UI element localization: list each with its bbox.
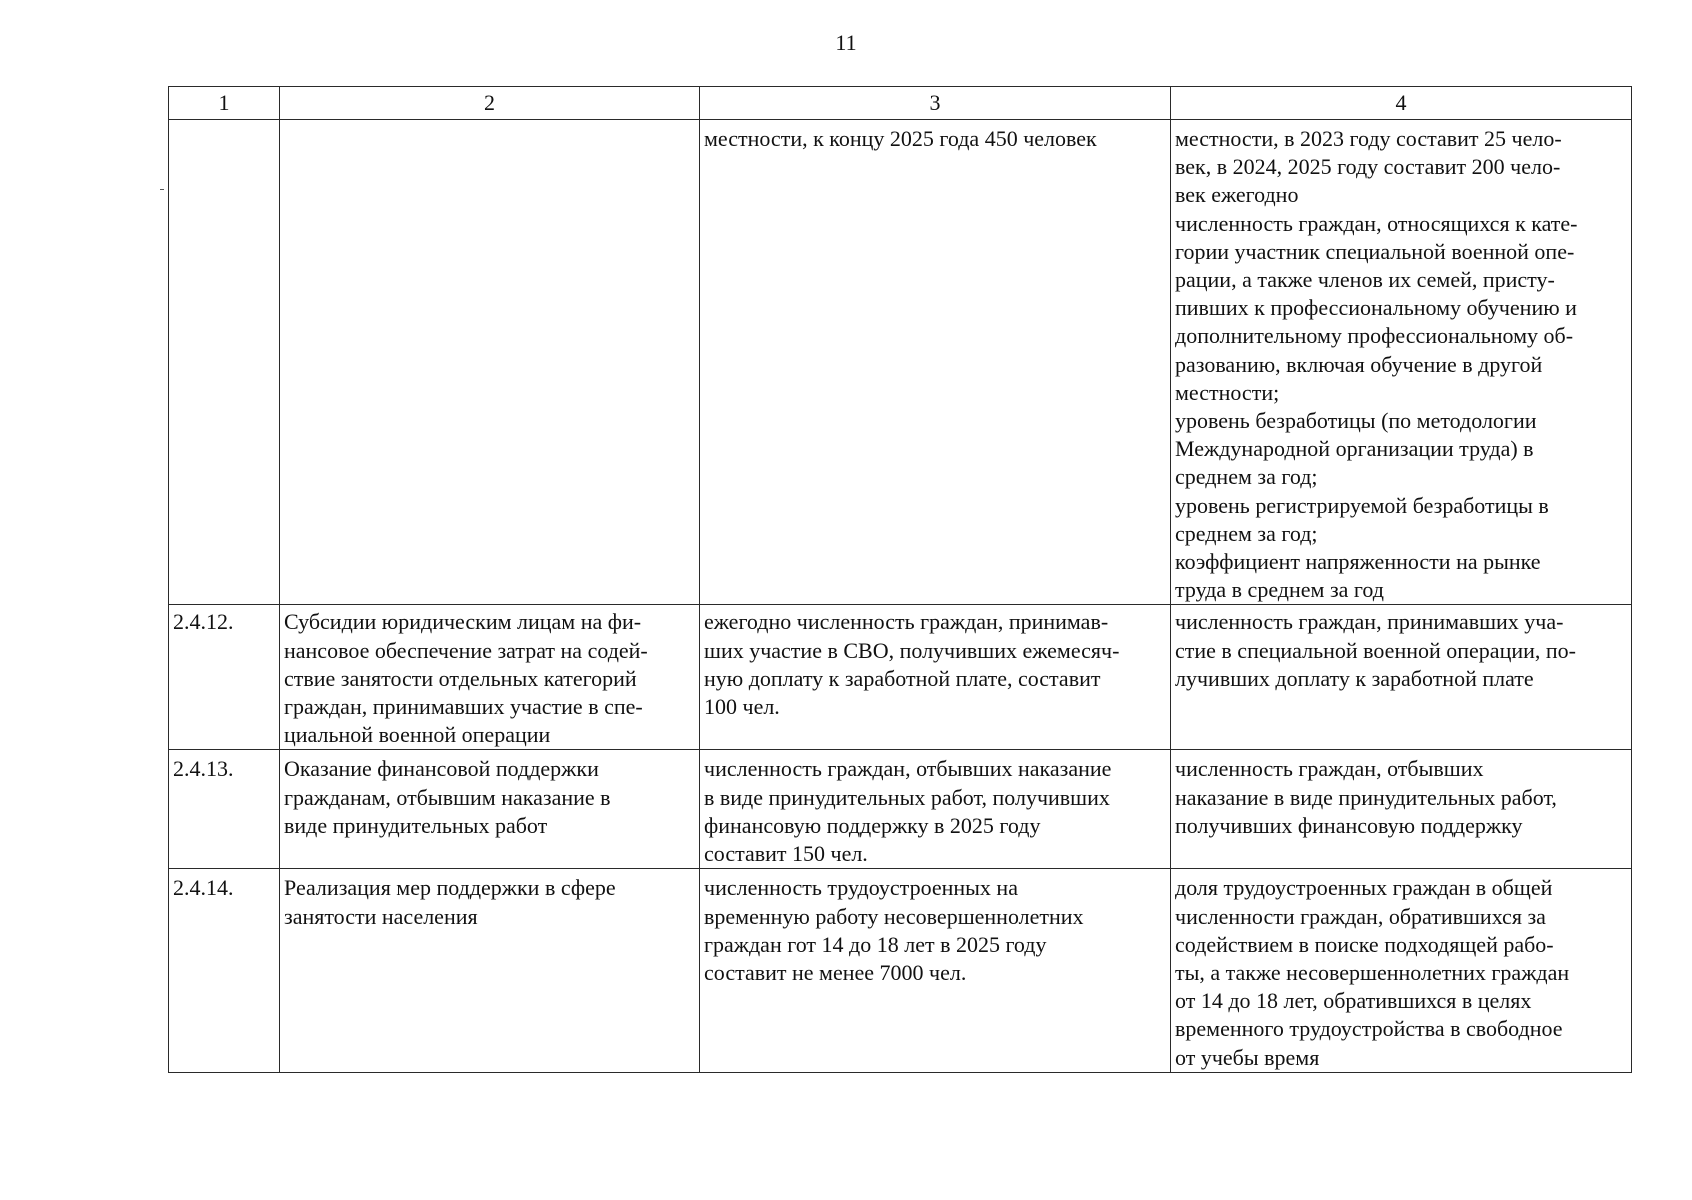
- event-text: Субсидии юридическим лицам на фи- нансовое обеспечение затрат на содей- ствие занятости отдельных категорий граждан, принимавших участие в спе- циальной военной операции: [284, 609, 648, 748]
- result-text: ежегодно численность граждан, принимав- ших участие в СВО, получивших ежемесяч- ную доплату к заработной плате, составит 100 чел.: [704, 609, 1120, 720]
- result-cell: [700, 605, 1171, 750]
- column-header-2: 2: [280, 87, 700, 120]
- result-cell: [700, 750, 1171, 869]
- page-number: 11: [835, 30, 857, 55]
- row-number-cell: [169, 120, 280, 605]
- row-number-cell: [169, 869, 280, 1072]
- indicator-text: доля трудоустроенных граждан в общей численности граждан, обратившихся за содействием в поиске подходящей рабо- ты, а также несовершеннолетних граждан от 14 до 18 лет, обратившихся в целях временного трудоустройства в свободное от учебы время: [1175, 875, 1570, 1070]
- indicator-cell: [1171, 605, 1632, 750]
- column-header-4: 4: [1171, 87, 1632, 120]
- row-number: 2.4.14.: [173, 875, 234, 901]
- result-text: численность трудоустроенных на временную работу несовершеннолетних граждан гот 14 до 18 лет в 2025 году составит не менее 7000 чел.: [704, 875, 1084, 986]
- column-header-3: 3: [700, 87, 1171, 120]
- event-cell: [280, 869, 700, 1072]
- result-text: местности, к концу 2025 года 450 человек: [704, 126, 1097, 151]
- event-cell: [280, 120, 700, 605]
- table-header-row: [169, 87, 1632, 120]
- column-header-1: 1: [169, 87, 280, 120]
- measures-table: [168, 86, 1632, 1073]
- indicator-cell: [1171, 120, 1632, 605]
- event-text: Реализация мер поддержки в сфере занятости населения: [284, 875, 616, 929]
- row-number-cell: [169, 605, 280, 750]
- table-row: [169, 750, 1632, 869]
- result-text: численность граждан, отбывших наказание в виде принудительных работ, получивших финансовую поддержку в 2025 году составит 150 чел.: [704, 756, 1112, 867]
- indicator-cell: [1171, 750, 1632, 869]
- event-cell: [280, 750, 700, 869]
- table-row: [169, 120, 1632, 605]
- event-cell: [280, 605, 700, 750]
- indicator-cell: [1171, 869, 1632, 1072]
- table-row: [169, 869, 1632, 1072]
- event-text: Оказание финансовой поддержки гражданам, отбывшим наказание в виде принудительных работ: [284, 756, 611, 838]
- result-cell: [700, 120, 1171, 605]
- indicator-text: численность граждан, принимавших уча- стие в специальной военной операции, по- лучивших доплату к заработной плате: [1175, 609, 1576, 691]
- row-number: 2.4.12.: [173, 609, 234, 635]
- row-number: 2.4.13.: [173, 756, 234, 782]
- row-number-cell: [169, 750, 280, 869]
- margin-mark: [160, 189, 164, 190]
- indicator-text: местности, в 2023 году составит 25 чело- век, в 2024, 2025 году составит 200 чело- век ежегодно численность граждан, относящихся к кате- гории участник специальной военной опе- рации, а также членов их семей, присту- пивших к профессиональному обучению и дополнительному профессиональному об- разованию, включая обучение в другой местности; уровень безработицы (по методологии Международной организации труда) в среднем за год; уровень регистрируемой безработицы в среднем за год; коэффициент напряженности на рынке труда в среднем за год: [1175, 126, 1578, 603]
- indicator-text: численность граждан, отбывших наказание в виде принудительных работ, получивших финансовую поддержку: [1175, 756, 1557, 838]
- table-row: [169, 605, 1632, 750]
- result-cell: [700, 869, 1171, 1072]
